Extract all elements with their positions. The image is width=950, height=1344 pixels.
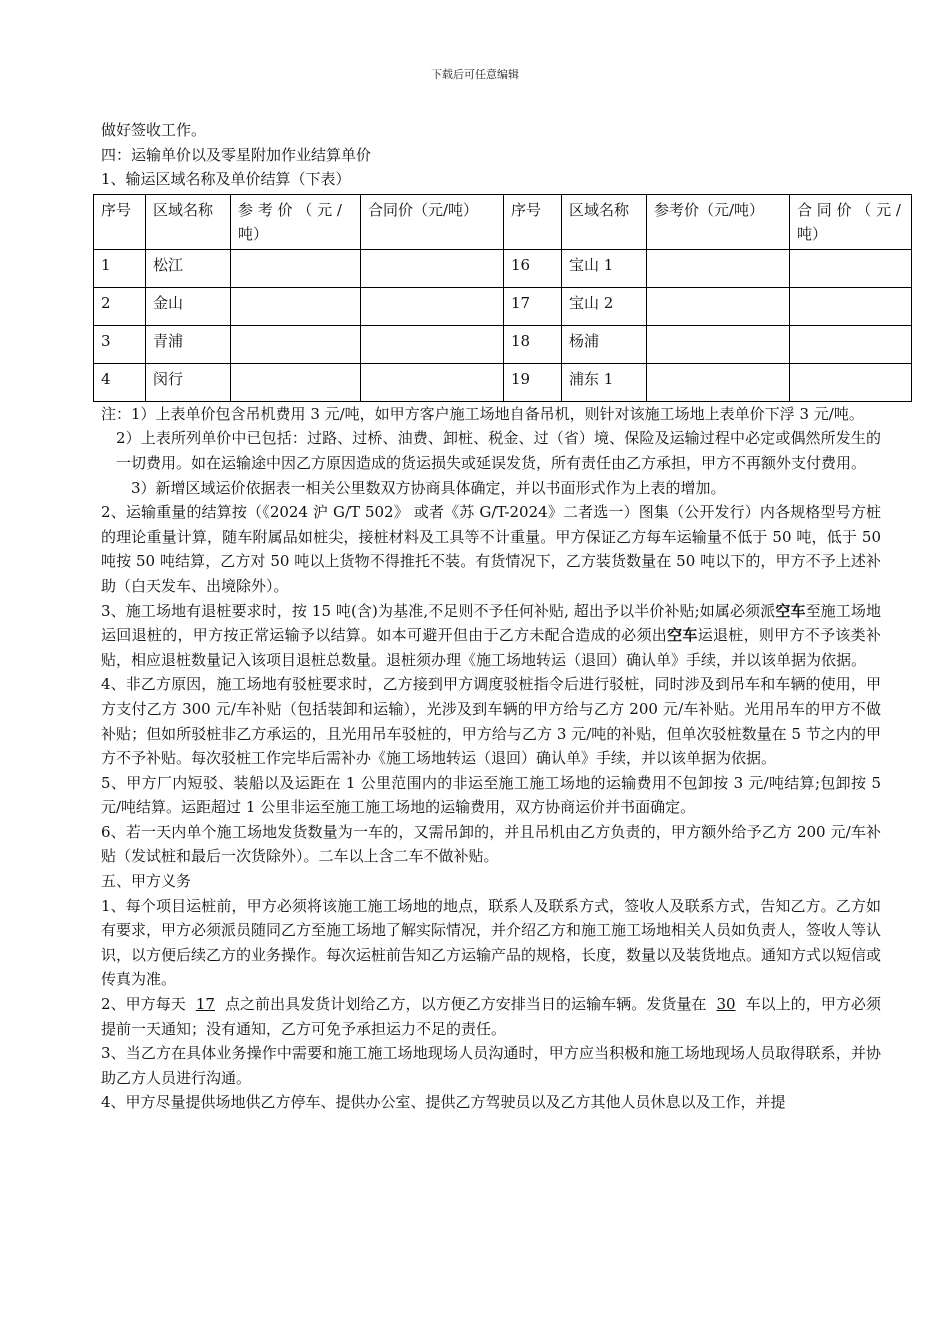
table-cell: 青浦 [146,325,231,363]
item-3-text-a: 3、施工场地有退桩要求时，按 15 吨(含)为基准,不足则不予任何补贴, 超出予以半价补贴;如属必须派 [101,601,776,620]
table-header-cell: 序号 [94,194,146,249]
table-header-cell: 区域名称 [562,194,647,249]
item-3-empty-truck-2: 空车 [667,626,698,645]
duty-4: 4、甲方尽量提供场地供乙方停车、提供办公室、提供乙方驾驶员以及乙方其他人员休息以及工作，并提 [101,1093,786,1112]
item-6: 6、若一天内单个施工场地发货数量为一车的，又需吊卸的，并且吊机由乙方负责的，甲方额外给予乙方 200 元/车补贴（发试桩和最后一次货除外）。二车以上含二车不做补贴。 [101,822,881,866]
table-cell: 4 [94,363,146,401]
table-header-cell: 参考价（元/吨） [647,194,790,249]
table-cell: 金山 [146,287,231,325]
table-cell: 松江 [146,249,231,287]
table-row [94,325,912,363]
duty-2-text-a: 2、甲方每天 [101,995,186,1014]
table-cell: 宝山 1 [562,249,647,287]
table-header-cell: 合 同 价 （ 元 / 吨） [790,194,912,249]
section-4-title: 四：运输单价以及零星附加作业结算单价 [101,145,372,164]
item-2: 2、运输重量的结算按（《2024 沪 G/T 502》 或者《苏 G/T-2024》二者选一）图集（公开发行）内各规格型号方桩的理论重量计算，随车附属品如桩尖，接桩材料及工具等不计重量。甲方保证乙方每车运输量不低于 50 吨，低于 50 吨按 50 吨结算，乙方对 50 吨以上货物不得推托不装。有货情况下，乙方装货数量在 50 吨以下的，甲方不予上述补助（白天发车、出境除外）。 [101,503,881,595]
item-5: 5、甲方厂内短驳、装船以及运距在 1 公里范围内的非运至施工施工场地的运输费用不包卸按 3 元/吨结算;包卸按 5 元/吨结算。运距超过 1 公里非运至施工施工场地的运输费用，双方协商运价并书面确定。 [101,773,881,817]
item-3 [101,599,881,673]
table-cell [790,363,912,401]
table-cell [231,363,361,401]
table-cell: 宝山 2 [562,287,647,325]
freight-rate-table [93,194,912,402]
table-cell [647,363,790,401]
duty-2-text-c: 车以上的，甲方必须提前一天通知；没有通知，乙方可免予承担运力不足的责任。 [101,995,881,1038]
table-header-cell: 合同价（元/吨） [361,194,504,249]
table-cell [361,249,504,287]
section-5-title: 五、甲方义务 [101,872,192,891]
table-header-cell: 序号 [504,194,562,249]
item-3-empty-truck-1: 空车 [775,601,806,620]
table-cell: 19 [504,363,562,401]
table-cell [790,325,912,363]
duty-3: 3、当乙方在具体业务操作中需要和施工施工场地现场人员沟通时，甲方应当积极和施工场地现场人员取得联系，并协助乙方人员进行沟通。 [101,1044,881,1087]
table-cell: 杨浦 [562,325,647,363]
item-3-text-c: 至施工场地运回退桩的，甲方按正常运输予以结算。如本可避开但由于乙方未配合造成的必须出 [101,601,881,645]
table-cell [790,287,912,325]
note-3: 3）新增区域运价依据表一相关公里数双方协商具体确定，并以书面形式作为上表的增加。 [131,478,726,497]
table-cell [231,287,361,325]
duty-1: 1、每个项目运桩前，甲方必须将该施工施工场地的地点，联系人及联系方式，签收人及联系方式，告知乙方。乙方如有要求，甲方必须派员随同乙方至施工场地了解实际情况，并介绍乙方和施工施工场地相关人员如负责人，签收人等认识，以方便后续乙方的业务操作。每次运桩前告知乙方运输产品的规格，长度，数量以及装货地点。通知方式以短信或传真为准。 [101,896,882,989]
deadline-hour: 17 [195,995,215,1014]
note-2: 2）上表所列单价中已包括：过路、过桥、油费、卸桩、税金、过（省）境、保险及运输过程中必定或偶然所发生的一切费用。如在运输途中因乙方原因造成的货运损失或延误发货，所有责任由乙方承担，甲方不再额外支付费用。 [116,429,881,472]
table-cell [361,325,504,363]
duty-2 [101,992,881,1041]
page-header: 下载后可任意编辑 [431,68,519,81]
table-cell [231,325,361,363]
table-cell: 1 [94,249,146,287]
table-cell: 16 [504,249,562,287]
table-cell [647,325,790,363]
table-cell: 18 [504,325,562,363]
table-cell: 闵行 [146,363,231,401]
item-4: 4、非乙方原因，施工场地有驳桩要求时，乙方接到甲方调度驳桩指令后进行驳桩，同时涉及到吊车和车辆的使用，甲方支付乙方 300 元/车补贴（包括装卸和运输），光涉及到车辆的甲方给与乙方 200 元/车补贴。光用吊车的甲方不做补贴；但如所驳桩非乙方承运的，且光用吊车驳桩的，甲方给与乙方 3 元/吨的补贴，但单次驳桩数量在 5 节之内的甲方不予补贴。每次驳桩工作完毕后需补办《施工场地转运（退回）确认单》手续，并以该单据为依据。 [101,675,881,768]
table-row [94,287,912,325]
note-1: 注：1）上表单价包含吊机费用 3 元/吨，如甲方客户施工场地自备吊机，则针对该施工场地上表单价下浮 3 元/吨。 [101,404,864,423]
table-cell [231,249,361,287]
table-header-cell: 区域名称 [146,194,231,249]
table-row [94,249,912,287]
table-cell [790,249,912,287]
table-cell: 3 [94,325,146,363]
table-cell [647,287,790,325]
truck-count: 30 [716,995,736,1014]
intro-line: 做好签收工作。 [101,121,207,139]
table-cell [361,363,504,401]
table-header-row [94,194,912,249]
document-body [101,118,901,1115]
table-cell: 2 [94,287,146,325]
item-3-text-d: 运退桩，则甲方不予该类补贴，相应退桩数量记入该项目退桩总数量。退桩须办理《施工场地转运（退回）确认单》手续，并以该单据为依据。 [101,626,881,669]
table-cell [647,249,790,287]
table-cell: 17 [504,287,562,325]
table-header-cell: 参 考 价 （ 元 / 吨） [231,194,361,249]
item-1-title: 1、输运区域名称及单价结算（下表） [101,170,351,189]
table-cell: 浦东 1 [562,363,647,401]
duty-2-text-b: 点之前出具发货计划给乙方，以方便乙方安排当日的运输车辆。发货量在 [224,995,707,1014]
table-cell [361,287,504,325]
table-row [94,363,912,401]
